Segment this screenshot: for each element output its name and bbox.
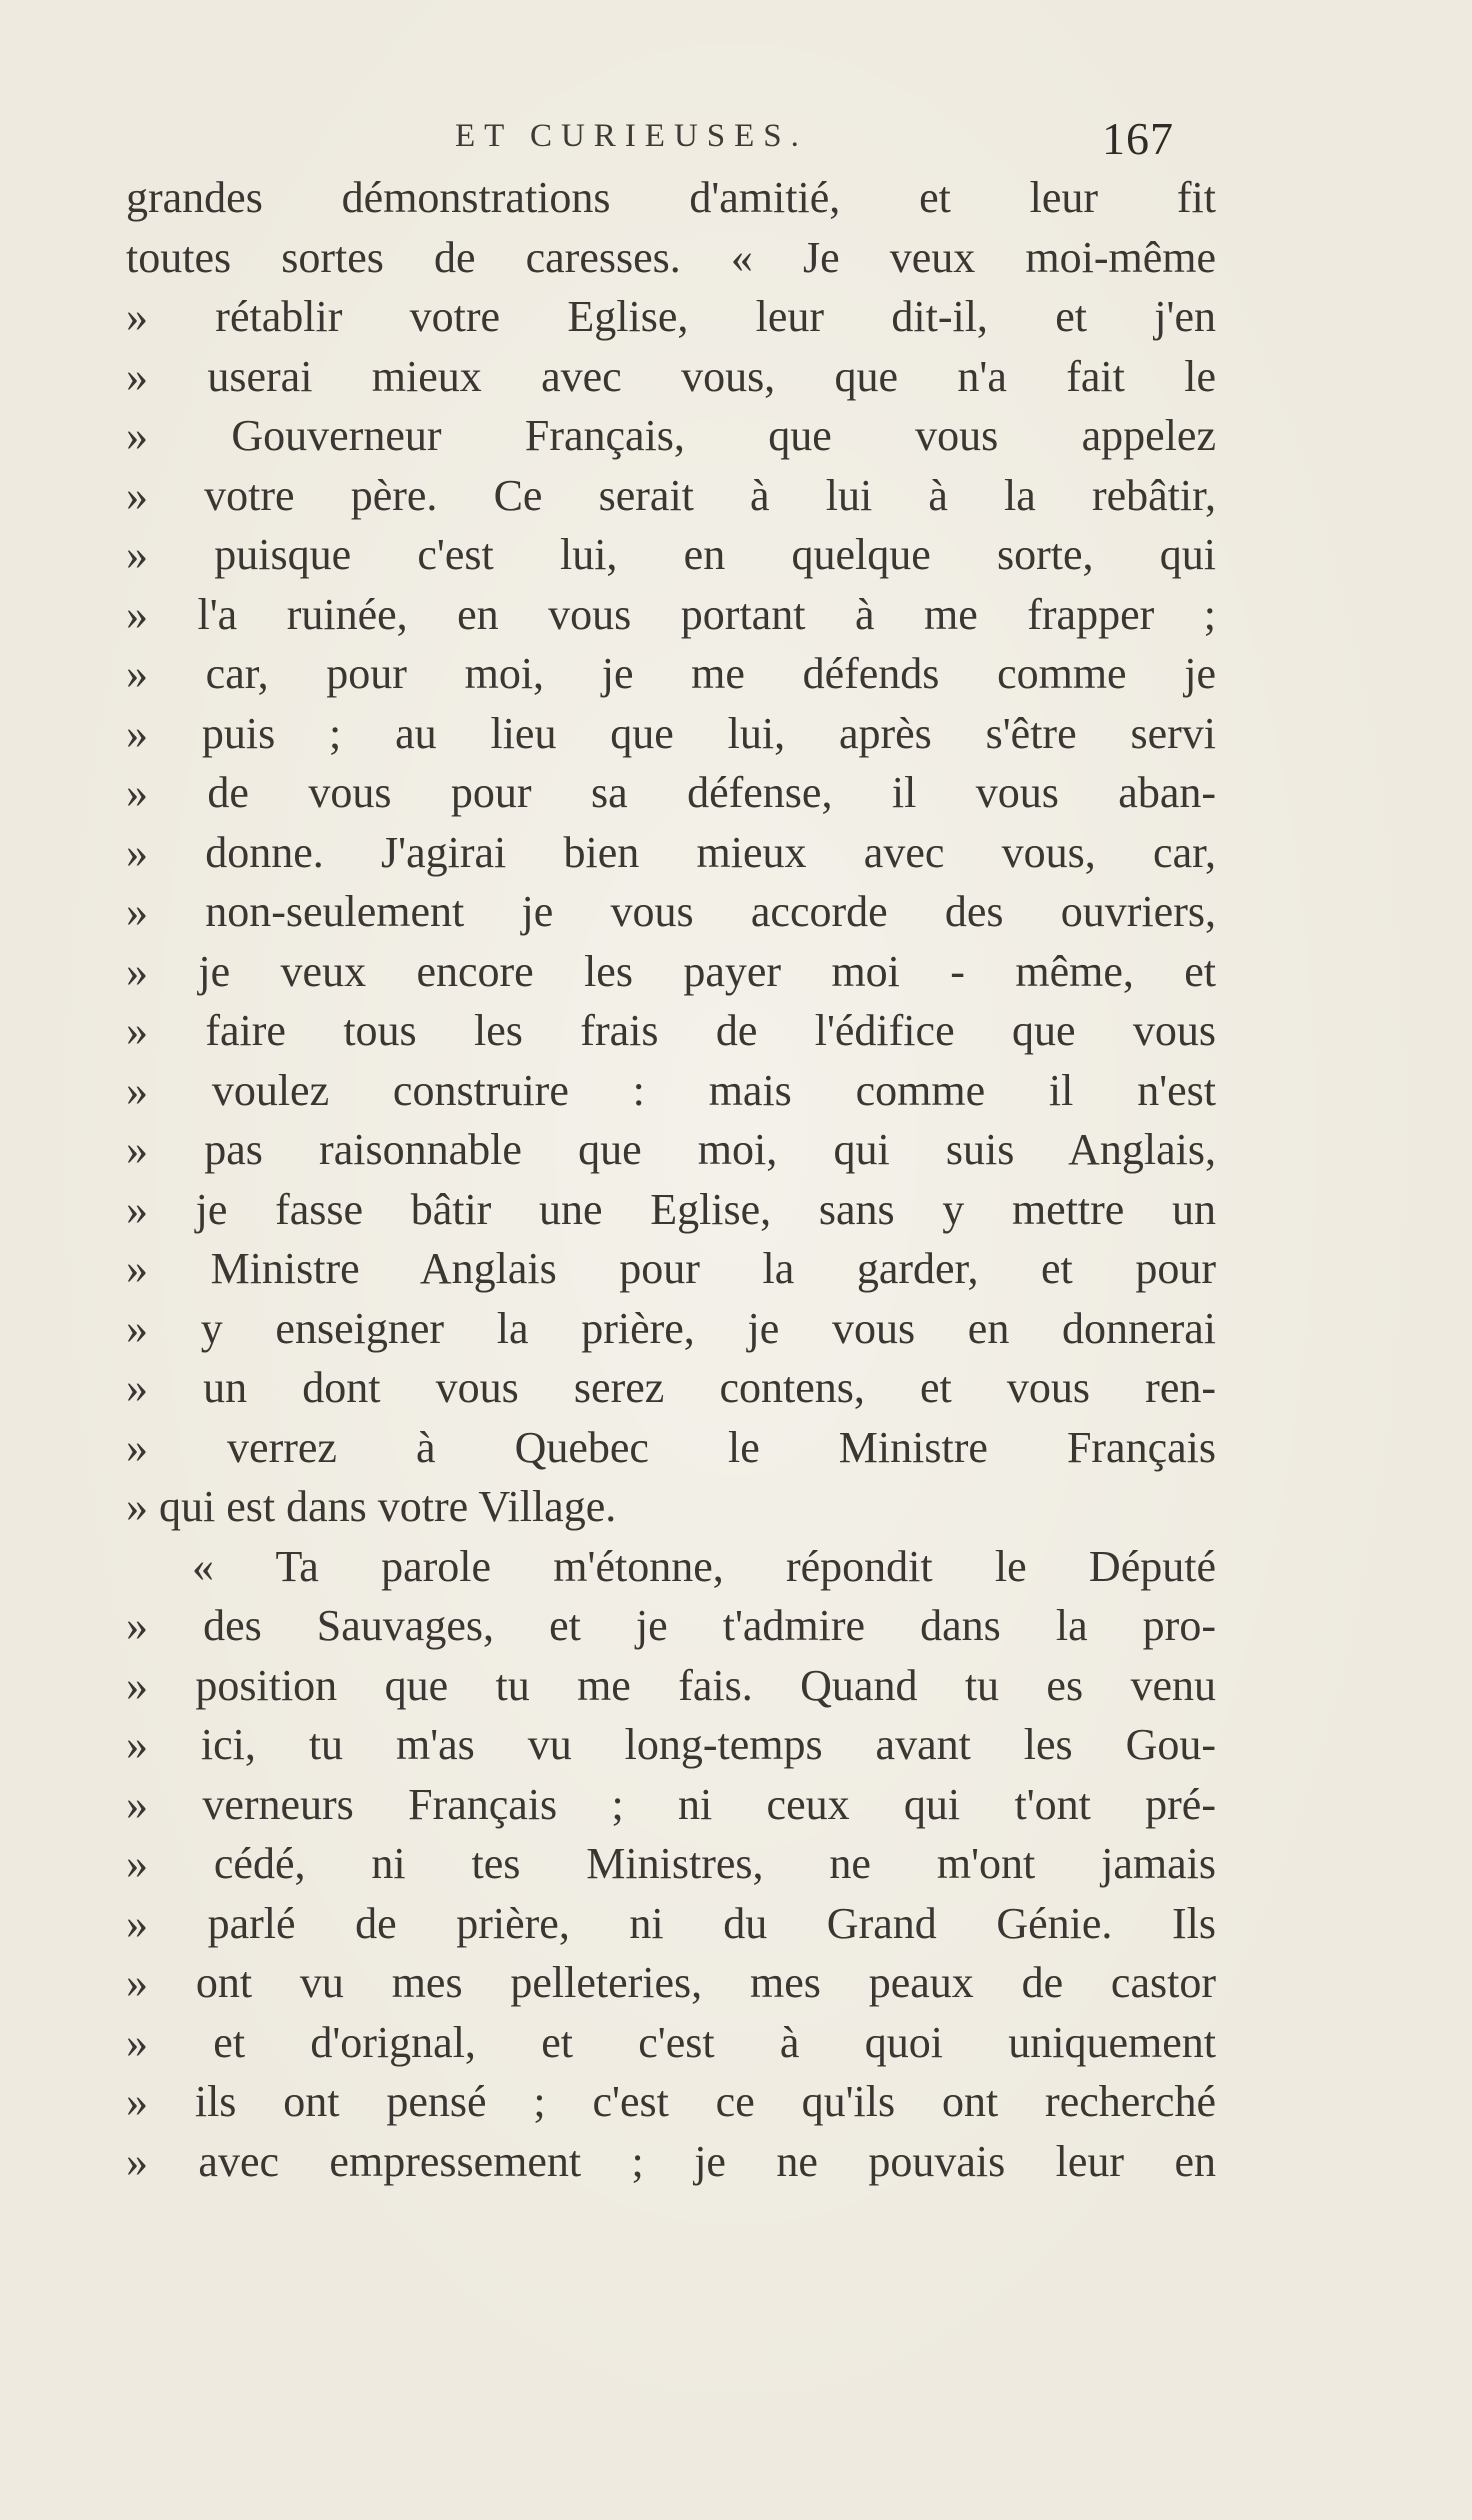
text-line: » ils ont pensé ; c'est ce qu'ils ont recherché [126,2077,1216,2126]
text-line: » voulez construire : mais comme il n'est [126,1065,1216,1115]
text-line: » verneurs Français ; ni ceux qui t'ont pré- [126,1779,1216,1829]
text-line: » un dont vous serez contens, et vous ren- [126,1363,1216,1412]
text-line: » Ministre Anglais pour la garder, et pour [126,1244,1216,1293]
text-line: » verrez à Quebec le Ministre Français [126,1422,1216,1472]
text-line: » Gouverneur Français, que vous appelez [126,411,1216,460]
text-line: » l'a ruinée, en vous portant à me frapper ; [126,589,1216,639]
body-text [126,168,1216,2191]
text-line: » pas raisonnable que moi, qui suis Anglais, [126,1125,1216,1174]
page-number: 167 [1102,113,1174,164]
text-line: » je veux encore les payer moi - même, et [126,946,1216,996]
text-line: » non-seulement je vous accorde des ouvriers, [126,887,1216,936]
text-line: » ici, tu m'as vu long-temps avant les Gou- [126,1720,1216,1769]
text-line: toutes sortes de caresses. « Je veux moi-même [126,232,1216,282]
text-line: » des Sauvages, et je t'admire dans la pro- [126,1601,1216,1650]
text-line: » votre père. Ce serait à lui à la rebâtir, [126,470,1216,520]
text-line: » userai mieux avec vous, que n'a fait le [126,351,1216,401]
text-line: » position que tu me fais. Quand tu es venu [126,1660,1216,1710]
text-line: » puisque c'est lui, en quelque sorte, qui [126,530,1216,579]
text-line: » je fasse bâtir une Eglise, sans y mettre un [126,1184,1216,1234]
text-line: » faire tous les frais de l'édifice que vous [126,1006,1216,1055]
text-line: » y enseigner la prière, je vous en donnerai [126,1303,1216,1353]
text-line: » et d'orignal, et c'est à quoi uniquement [126,2017,1216,2067]
text-line: grandes démonstrations d'amitié, et leur fit [126,173,1216,222]
text-line: » cédé, ni tes Ministres, ne m'ont jamais [126,1839,1216,1888]
text-line: » ont vu mes pelleteries, mes peaux de castor [126,1958,1216,2007]
text-line: « Ta parole m'étonne, répondit le Député [192,1541,1216,1591]
running-head: ET CURIEUSES. [455,118,808,154]
text-line: » de vous pour sa défense, il vous aban- [126,768,1216,817]
text-line: » car, pour moi, je me défends comme je [126,649,1216,698]
text-line: » puis ; au lieu que lui, après s'être servi [126,708,1216,758]
text-line: » avec empressement ; je ne pouvais leur en [126,2136,1216,2186]
text-line: » donne. J'agirai bien mieux avec vous, car, [126,827,1216,877]
text-line: » parlé de prière, ni du Grand Génie. Ils [126,1898,1216,1948]
text-line: » qui est dans votre Village. [126,1482,617,1531]
text-line: » rétablir votre Eglise, leur dit-il, et j'en [126,292,1216,341]
